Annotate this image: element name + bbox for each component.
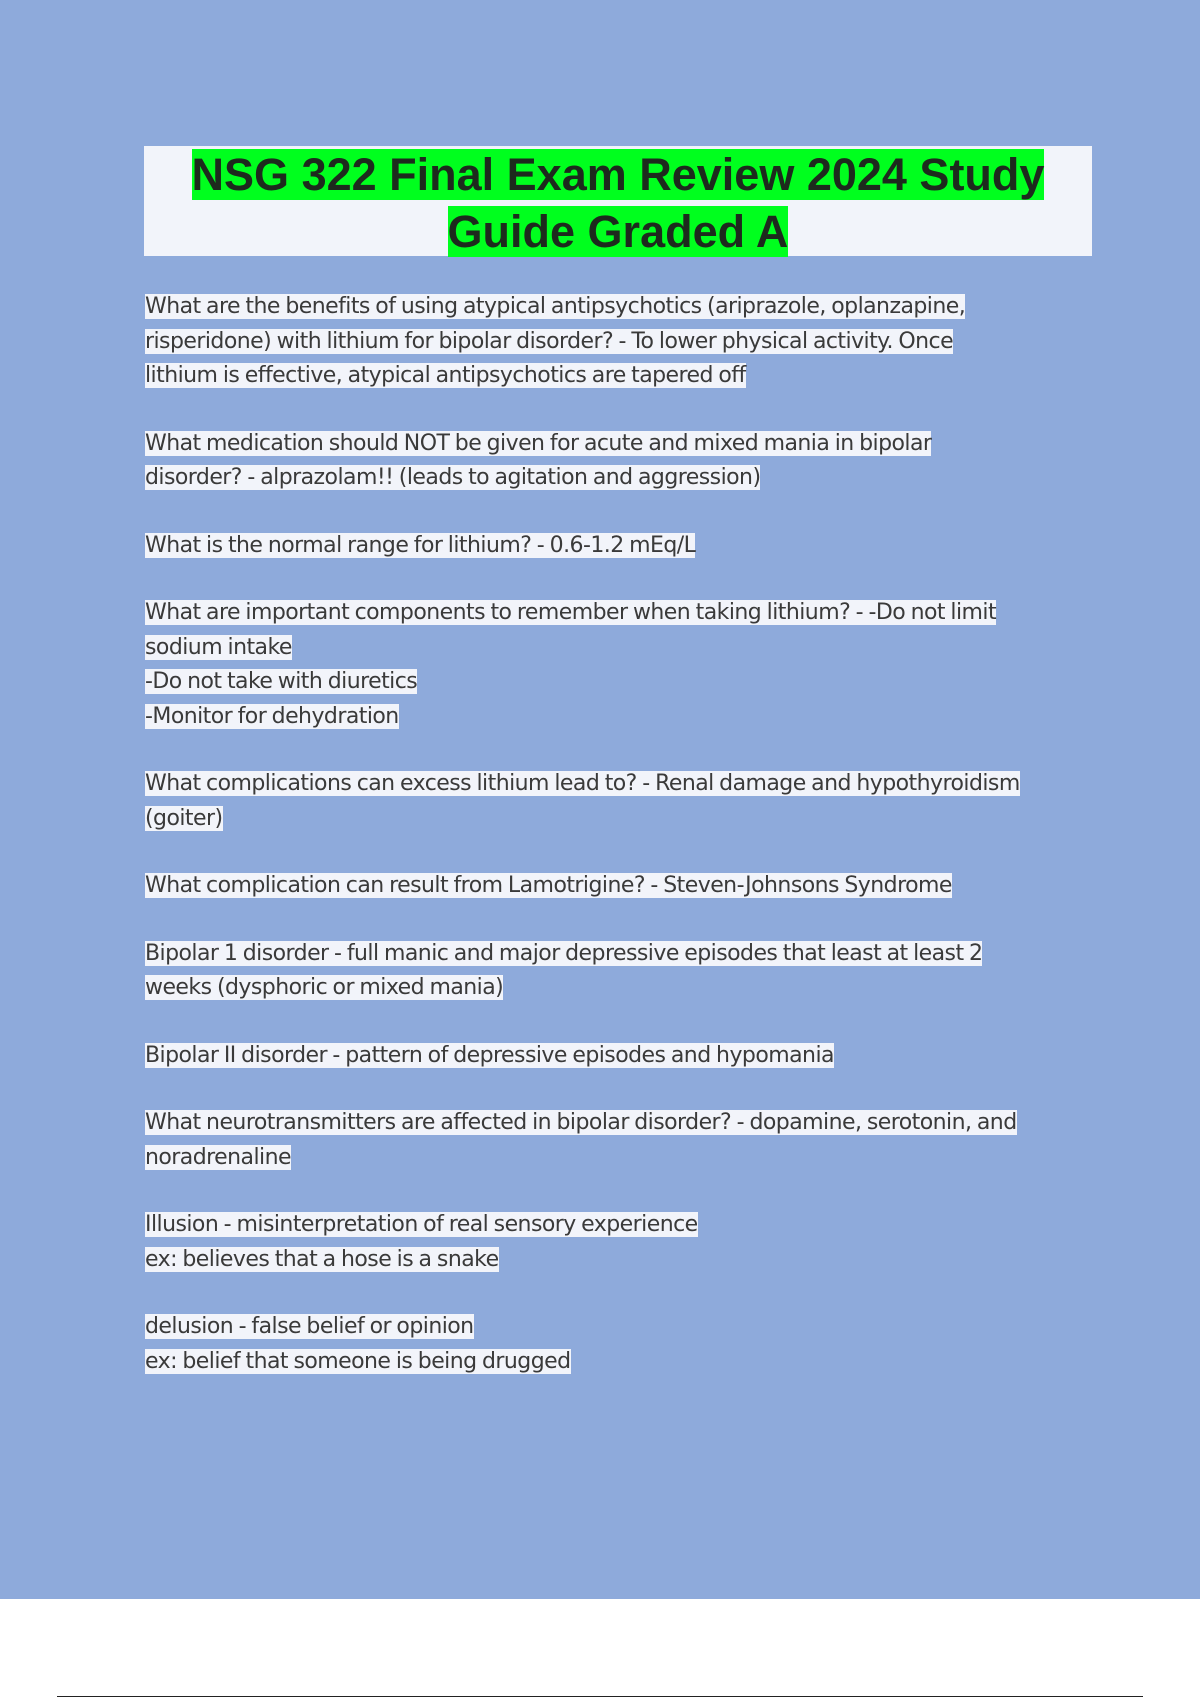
- study-entry: [145, 427, 1095, 496]
- entry-line: ex: belief that someone is being drugged: [145, 1348, 571, 1374]
- entry-line: Bipolar 1 disorder - full manic and major depressive episodes that least at least 2: [145, 940, 983, 966]
- entry-line: Bipolar II disorder - pattern of depressive episodes and hypomania: [145, 1042, 834, 1068]
- study-entry: [145, 1039, 1095, 1074]
- entry-line: ex: believes that a hose is a snake: [145, 1246, 499, 1272]
- study-entry: [145, 290, 1095, 394]
- entry-line: risperidone) with lithium for bipolar disorder? - To lower physical activity. Once: [145, 328, 954, 354]
- entry-line: -Monitor for dehydration: [145, 703, 399, 729]
- entry-line: weeks (dysphoric or mixed mania): [145, 975, 504, 1000]
- entry-line: What neurotransmitters are affected in bipolar disorder? - dopamine, serotonin, and: [145, 1110, 1017, 1135]
- study-entry: [145, 596, 1095, 734]
- entry-line: -Do not take with diuretics: [145, 669, 418, 694]
- title-line: Guide Graded A: [447, 206, 789, 257]
- document-title: [144, 146, 1092, 256]
- entry-line: What are the benefits of using atypical antipsychotics (ariprazole, oplanzapine,: [145, 294, 966, 319]
- entry-line: What complications can excess lithium lead to? - Renal damage and hypothyroidism: [145, 771, 1020, 796]
- entry-line: lithium is effective, atypical antipsychotics are tapered off: [145, 363, 746, 388]
- study-entry: [145, 529, 1095, 564]
- entry-line: sodium intake: [145, 634, 292, 660]
- entry-line: What are important components to remember when taking lithium? - -Do not limit: [145, 600, 997, 625]
- study-entry: [145, 869, 1095, 904]
- study-entry: [145, 937, 1095, 1006]
- entry-line: Illusion - misinterpretation of real sensory experience: [145, 1212, 698, 1237]
- entry-line: delusion - false belief or opinion: [145, 1314, 474, 1339]
- footer-divider: [57, 1696, 1143, 1697]
- entry-line: What complication can result from Lamotrigine? - Steven-Johnsons Syndrome: [145, 873, 952, 898]
- entry-line: (goiter): [145, 805, 223, 831]
- study-entry: [145, 1208, 1095, 1277]
- study-guide-entries: [145, 290, 1095, 1412]
- title-line: NSG 322 Final Exam Review 2024 Study: [191, 149, 1045, 200]
- entry-line: What is the normal range for lithium? - 0.6-1.2 mEq/L: [145, 532, 696, 558]
- entry-line: disorder? - alprazolam!! (leads to agitation and aggression): [145, 465, 761, 490]
- entry-line: noradrenaline: [145, 1144, 291, 1170]
- study-entry: [145, 767, 1095, 836]
- study-entry: [145, 1310, 1095, 1379]
- entry-line: What medication should NOT be given for acute and mixed mania in bipolar: [145, 430, 932, 456]
- study-entry: [145, 1106, 1095, 1175]
